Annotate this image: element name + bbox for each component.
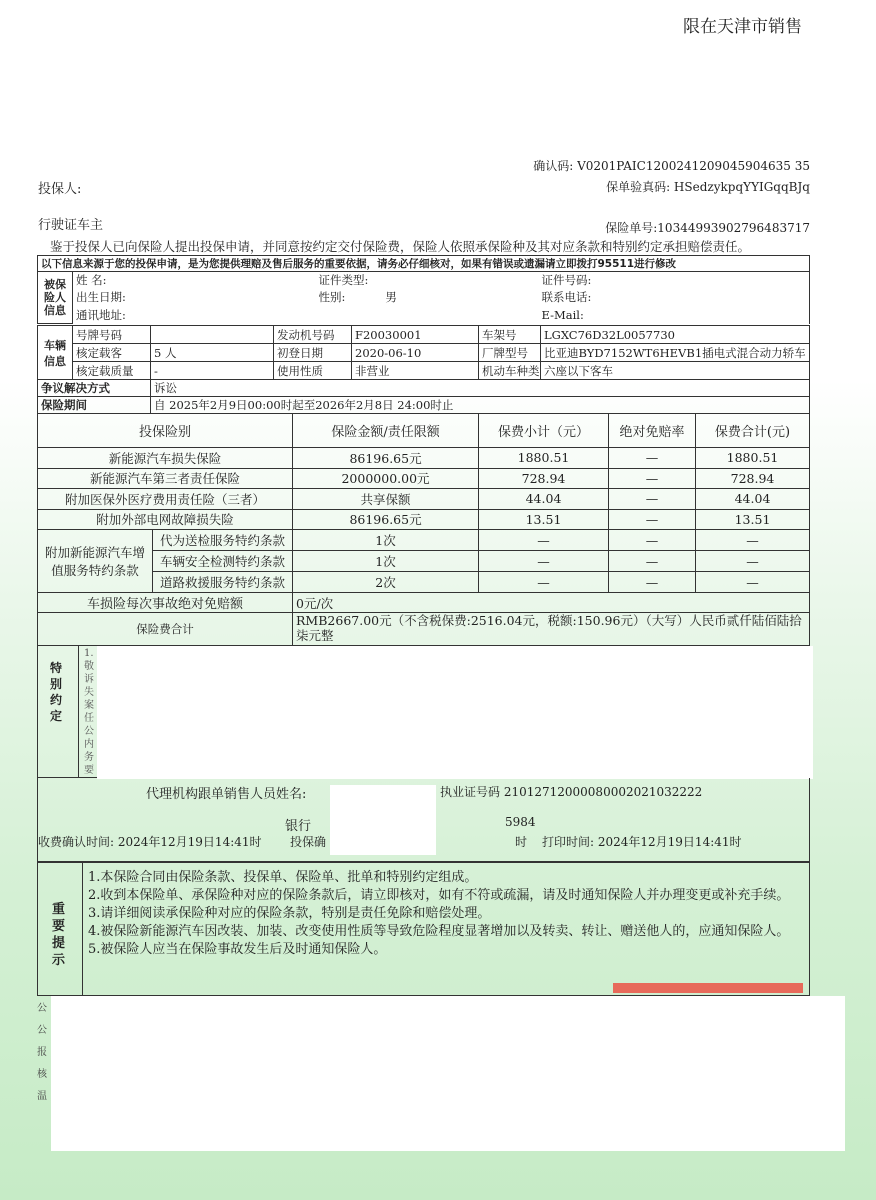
special-label: 特别约定 (50, 661, 63, 723)
total-label: 保险费合计 (38, 613, 293, 646)
dispute-value: 诉讼 (151, 380, 810, 397)
coverage-cell: 13.51 (696, 509, 810, 530)
coverage-cell: 附加外部电网故障损失险 (38, 509, 293, 530)
deductible-label: 车损险每次事故绝对免赔额 (38, 593, 293, 613)
insured-info-table (37, 255, 810, 324)
policy-number: 保险单号:10344993902796483717 (605, 221, 810, 235)
deductible-value: 0元/次 (293, 593, 810, 613)
header-coverage: 投保险别 (38, 414, 293, 448)
addon-cell: — (479, 530, 609, 551)
tips-label: 重要提示 (52, 902, 66, 968)
vehicle-section-label: 车辆信息 (38, 326, 73, 380)
special-fragment: 公 (84, 726, 94, 737)
coverage-cell: 新能源汽车损失保险 (38, 448, 293, 469)
engine-value: F20030001 (352, 326, 479, 344)
special-fragment: 失 (84, 687, 94, 698)
coverage-cell: 44.04 (696, 489, 810, 510)
footer-fragment: 公 (37, 1025, 47, 1036)
vin-label: 车架号 (479, 326, 541, 344)
coverage-cell: 1880.51 (479, 448, 609, 469)
coverage-cell: 728.94 (696, 468, 810, 489)
tip-item: 3.请详细阅读承保险种对应的保险条款，特别是责任免除和赔偿处理。 (88, 906, 491, 921)
period-label: 保险期间 (38, 397, 151, 414)
tip-item: 4.被保险新能源汽车因改装、加装、改变使用性质等导致危险程度显著增加以及转卖、转让、赠送他人的，应通知保险人。 (88, 924, 790, 939)
red-stamp-bar (613, 983, 803, 993)
addon-cell: — (696, 572, 810, 593)
notice: 以下信息来源于您的投保申请，是为您提供理赔及售后服务的重要依据，请务必仔细核对，如果有错误或遗漏请立即拨打95511进行修改 (38, 256, 810, 272)
coverage-cell: 共享保额 (293, 489, 479, 510)
addon-cell: 2次 (293, 572, 479, 593)
redaction-footer (51, 996, 845, 1151)
special-fragment: 务 (84, 752, 94, 763)
coverage-row (38, 489, 810, 510)
email-label: E-Mail: (539, 306, 810, 324)
addon-row (38, 530, 810, 551)
coverage-cell: — (609, 448, 696, 469)
reg-date-label: 初登日期 (274, 344, 352, 362)
coverage-cell: 44.04 (479, 489, 609, 510)
addon-cell: 1次 (293, 551, 479, 572)
type-label: 机动车种类 (479, 362, 541, 380)
addon-cell: — (609, 551, 696, 572)
model-label: 厂牌型号 (479, 344, 541, 362)
coverage-cell: — (609, 489, 696, 510)
coverage-cell: 728.94 (479, 468, 609, 489)
confirm-code: 确认码: V0201PAIC1200241209045904635 35 (533, 159, 810, 173)
addon-cell: 代为送检服务特约条款 (153, 530, 293, 551)
coverage-cell: — (609, 509, 696, 530)
footer-fragment: 核 (37, 1069, 47, 1080)
tip-item: 1.本保险合同由保险条款、投保单、保险单、批单和特别约定组成。 (88, 870, 478, 885)
address-label: 通讯地址: (76, 307, 126, 322)
owner-label: 行驶证车主 (38, 218, 104, 233)
reg-date-value: 2020-06-10 (352, 344, 479, 362)
plate-label: 号牌号码 (73, 326, 151, 344)
special-fragment: 1. (84, 648, 94, 659)
coverage-cell: 2000000.00元 (293, 468, 479, 489)
dispute-label: 争议解决方式 (38, 380, 151, 397)
coverage-table (37, 413, 810, 646)
addon-cell: — (609, 530, 696, 551)
vehicle-info-table (37, 325, 810, 414)
bank-tail: 5984 (505, 815, 536, 829)
apply-confirm-tail: 时 (515, 835, 528, 849)
usage-value: 非营业 (352, 362, 479, 380)
region-label: 限在天津市销售 (683, 17, 802, 37)
agent-license: 执业证号码 21012712000080002021032222 (440, 785, 703, 799)
plate-value (151, 326, 274, 344)
id-number-label: 证件号码: (539, 272, 810, 289)
phone-label: 联系电话: (539, 289, 810, 306)
footer-fragment: 报 (37, 1047, 47, 1058)
bank-label: 银行 (285, 819, 312, 834)
gender-value: 男 (385, 290, 397, 304)
addon-cell: 道路救援服务特约条款 (153, 572, 293, 593)
applicant-label: 投保人: (38, 182, 82, 197)
type-value: 六座以下客车 (541, 362, 810, 380)
coverage-cell: 86196.65元 (293, 509, 479, 530)
special-fragment: 任 (84, 713, 94, 724)
addon-cell: — (696, 551, 810, 572)
period-value: 自 2025年2月9日00:00时起至2026年2月8日 24:00时止 (151, 397, 810, 414)
seats-value: 5 人 (151, 344, 274, 362)
birth-label: 出生日期: (76, 290, 126, 304)
apply-confirm-label: 投保确 (290, 835, 327, 849)
coverage-row (38, 468, 810, 489)
special-fragment: 案 (84, 700, 94, 711)
footer-fragment: 公 (37, 1003, 47, 1014)
footer-fragment: 温 (37, 1091, 47, 1102)
id-type-label: 证件类型: (318, 273, 369, 288)
important-tips-box (37, 862, 810, 996)
coverage-row (38, 448, 810, 469)
gender-label: 性别: (318, 290, 346, 304)
engine-label: 发动机号码 (274, 326, 352, 344)
addon-cell: 1次 (293, 530, 479, 551)
coverage-cell: 13.51 (479, 509, 609, 530)
addon-cell: — (479, 551, 609, 572)
name-label: 姓 名: (76, 273, 107, 288)
total-value: RMB2667.00元（不含税保费:2516.04元，税额:150.96元）（大写）人民币贰仟陆佰陆拾柒元整 (293, 613, 810, 646)
header-subtotal: 保费小计（元） (479, 414, 609, 448)
redaction-agent (330, 785, 436, 855)
coverage-cell: 86196.65元 (293, 448, 479, 469)
insured-section-label: 被保险人信息 (38, 272, 73, 324)
header-total: 保费合计(元) (696, 414, 810, 448)
coverage-cell: 附加医保外医疗费用责任险（三者） (38, 489, 293, 510)
redaction-special (97, 646, 813, 779)
fee-confirm-time: 收费确认时间: 2024年12月19日14:41时 (38, 835, 262, 849)
vin-value: LGXC76D32L0057730 (541, 326, 810, 344)
tip-item: 2.收到本保险单、承保险种对应的保险条款后，请立即核对，如有不符或疏漏，请及时通知保险人并办理变更或补充手续。 (88, 888, 790, 903)
addon-cell: 车辆安全检测特约条款 (153, 551, 293, 572)
addon-row (38, 572, 810, 593)
coverage-cell: 1880.51 (696, 448, 810, 469)
load-label: 核定载质量 (73, 362, 151, 380)
addon-cell: — (696, 530, 810, 551)
verify-code: 保单验真码: HSedzykpqYYIGqqBJq (606, 180, 810, 194)
agent-name-label: 代理机构跟单销售人员姓名: (146, 787, 307, 802)
coverage-cell: — (609, 468, 696, 489)
header-amount: 保险金额/责任限额 (293, 414, 479, 448)
model-value: 比亚迪BYD7152WT6HEVB1插电式混合动力轿车 (541, 344, 810, 362)
special-fragment: 诉 (84, 674, 94, 685)
addon-label: 附加新能源汽车增值服务特约条款 (38, 530, 153, 593)
addon-cell: — (609, 572, 696, 593)
addon-cell: — (479, 572, 609, 593)
header-deductible-rate: 绝对免赔率 (609, 414, 696, 448)
print-time: 打印时间: 2024年12月19日14:41时 (542, 835, 742, 849)
special-fragment: 要 (84, 765, 94, 776)
special-fragment: 敬 (84, 661, 94, 672)
tip-item: 5.被保险人应当在保险事故发生后及时通知保险人。 (88, 942, 387, 957)
statement: 鉴于投保人已向保险人提出投保申请，并同意按约定交付保险费，保险人依照承保险种及其对应条款和特别约定承担赔偿责任。 (50, 239, 751, 254)
special-fragment: 内 (84, 739, 94, 750)
coverage-row (38, 509, 810, 530)
addon-row (38, 551, 810, 572)
load-value: - (151, 362, 274, 380)
usage-label: 使用性质 (274, 362, 352, 380)
coverage-cell: 新能源汽车第三者责任保险 (38, 468, 293, 489)
seats-label: 核定载客 (73, 344, 151, 362)
